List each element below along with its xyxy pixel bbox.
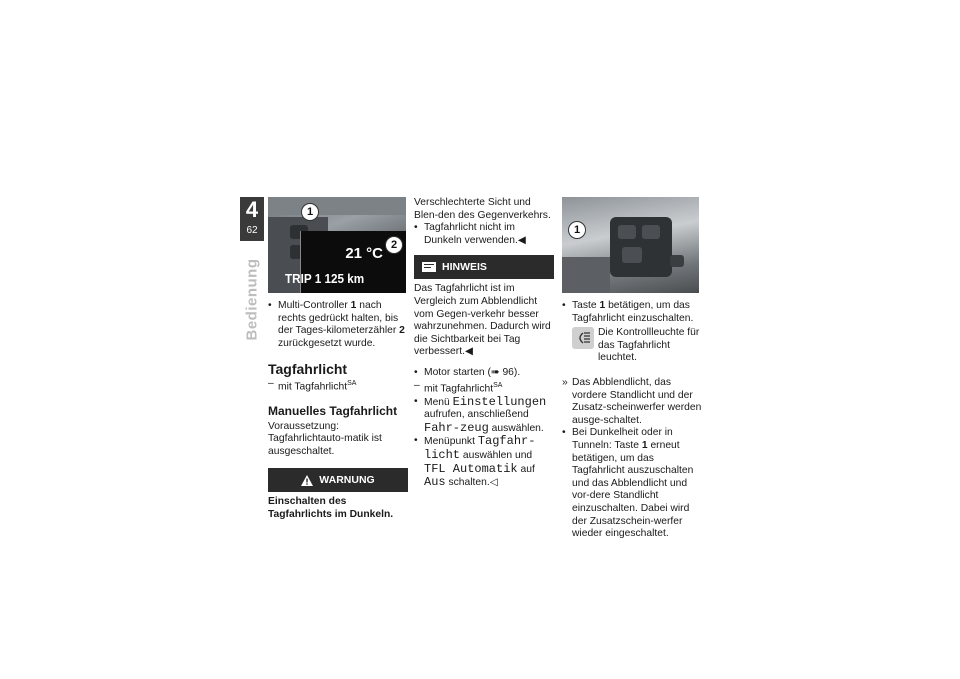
result-text: » Das Abblendlicht, das vordere Standlicht und der Zusatz-scheinwerfer werden ausge-schaltet. xyxy=(562,377,704,427)
section-label: Bedienung xyxy=(243,258,261,341)
switch-illustration xyxy=(562,197,699,293)
end-mark-icon: ◀ xyxy=(464,346,473,358)
warning-triangle-icon xyxy=(301,475,313,486)
column-1 xyxy=(268,300,408,522)
warning-bar: WARNUNG xyxy=(268,468,408,492)
option-line: – mit Tagfahrlicht$^{SA}$ xyxy=(414,380,554,396)
temperature-readout: 21 °C xyxy=(345,245,383,262)
section-heading: Tagfahrlicht xyxy=(268,361,348,378)
warning-continuation: Verschlechterte Sicht und Blen-den des Gegenverkehrs. xyxy=(414,197,551,221)
drl-symbol xyxy=(575,332,591,344)
callout-1: 1 xyxy=(302,204,318,220)
trip-readout: TRIP 1 125 km xyxy=(285,271,365,286)
precondition: Voraussetzung: Tagfahrlichtauto-matik ist ausgeschaltet. xyxy=(268,420,382,457)
note-icon xyxy=(422,262,436,272)
step-start-engine: • Motor starten (➠ 96). xyxy=(414,367,554,380)
indicator-text: Die Kontrollleuchte für das Tagfahrlicht leuchtet. xyxy=(598,327,700,364)
end-mark-outline-icon: ◁ xyxy=(489,477,498,489)
handlebar-photo-right xyxy=(562,197,699,293)
note-bar: HINWEIS xyxy=(414,255,554,279)
chapter-number: 4 xyxy=(245,197,259,222)
subheading: Manuelles Tagfahrlicht xyxy=(268,403,398,418)
daytime-running-light-icon xyxy=(572,327,594,349)
step-select-option: • Menüpunkt Tagfahr-licht auswählen und TFL Automatik auf Aus schalten.◁ xyxy=(414,435,554,489)
step-open-menu: • Menü Einstellungen aufrufen, anschließend Fahr-zeug auswählen. xyxy=(414,396,554,436)
column-2 xyxy=(414,197,554,490)
note-text: Das Tagfahrlicht ist im Vergleich zum Abblendlicht vom Gegen-verkehr besser wahrzunehmen. Dadurch wird die Sichtbarkeit bei Tag verbessert.◀ xyxy=(414,283,551,358)
step-no-dark-use: • Tagfahrlicht nicht im Dunkeln verwenden.◀ xyxy=(414,222,554,247)
option-line: – mit Tagfahrlicht$^{SA}$ xyxy=(268,378,408,394)
warning-text: Einschalten des Tagfahrlichts im Dunkeln. xyxy=(268,496,394,520)
callout-2: 2 xyxy=(386,237,402,253)
handlebar-photo-left xyxy=(268,197,406,293)
step-switch-off: • Bei Dunkelheit oder in Tunneln: Taste 1 erneut betätigen, um das Tagfahrlicht auszuschalten und das Abblendlicht und vor-dere Standlicht einzuschalten. Dabei wird der Zusatzschein-werfer wieder eingeschaltet. xyxy=(562,427,704,540)
indicator-row xyxy=(562,327,704,365)
page-number: 62 xyxy=(246,225,258,236)
column-3 xyxy=(562,300,704,541)
page-ref-arrow-icon: ➠ xyxy=(490,366,500,378)
step-switch-on: • Taste 1 betätigen, um das Tagfahrlicht einzuschalten. xyxy=(562,300,704,325)
callout-1: 1 xyxy=(569,222,585,238)
end-mark-icon: ◀ xyxy=(517,234,526,246)
step-reset-trip: • Multi-Controller 1 nach rechts gedrückt halten, bis der Tages-kilometerzähler 2 zurückgesetzt wurde. xyxy=(268,300,408,350)
